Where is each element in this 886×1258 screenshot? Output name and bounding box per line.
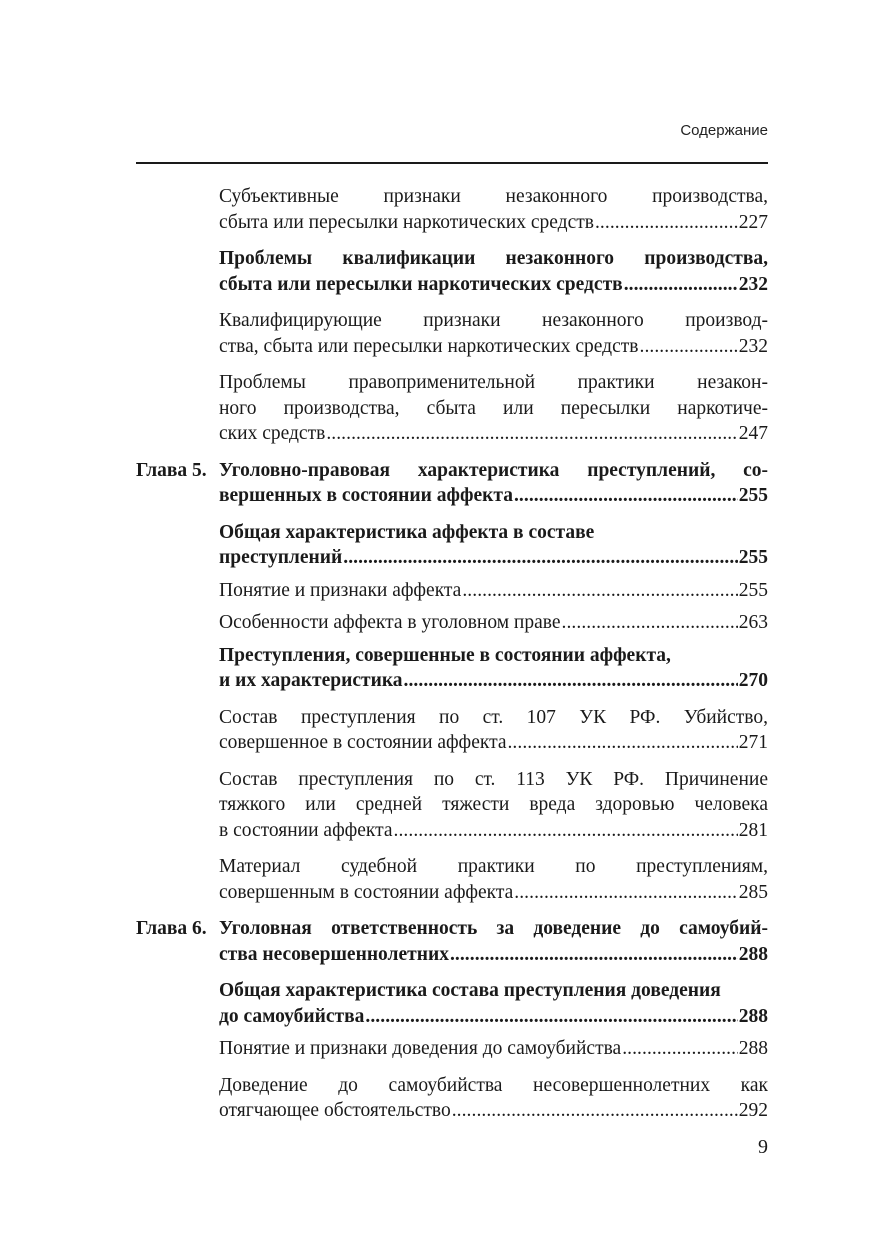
toc-entry[interactable] — [219, 854, 768, 905]
toc-page-number: 232 — [738, 335, 768, 357]
toc-page-number: 263 — [738, 612, 768, 633]
toc-entry-line: Квалифицирующие признаки незаконного производ- — [219, 310, 768, 331]
toc-page-number: 288 — [738, 943, 768, 965]
toc-page-number: 247 — [738, 423, 768, 444]
toc-entry-line: ного производства, сбыта или пересылки наркотиче- — [219, 397, 768, 419]
dot-leader — [624, 272, 738, 298]
toc-entry-line: совершенное в состоянии аффекта — [219, 732, 507, 753]
toc-entry-line: вершенных в состоянии аффекта — [219, 485, 513, 506]
toc-entry[interactable] — [219, 643, 768, 694]
toc-entry-line: до самоубийства — [219, 1005, 365, 1027]
toc-entry-line: Состав преступления по ст. 113 УК РФ. Причинение — [219, 768, 768, 790]
toc-entry[interactable] — [219, 370, 768, 447]
toc-entry[interactable] — [219, 308, 768, 359]
toc-entry-line: Общая характеристика аффекта в составе — [219, 521, 595, 543]
dot-leader — [394, 818, 738, 844]
toc-entry-line: Проблемы правоприменительной практики незакон- — [219, 372, 768, 393]
dot-leader — [450, 942, 738, 968]
toc-entry-line: Понятие и признаки доведения до самоубийства — [219, 1038, 622, 1059]
dot-leader — [514, 483, 738, 509]
toc-entry-line: преступлений — [219, 547, 343, 568]
chapter-label: Глава 5. — [136, 459, 207, 481]
chapter-label: Глава 6. — [136, 918, 207, 939]
toc-page-number: 292 — [738, 1100, 768, 1121]
toc-entry-line: Уголовно-правовая характеристика преступлений, со- — [219, 459, 768, 481]
toc-page-number: 227 — [738, 211, 768, 233]
toc-entry-line: тяжкого или средней тяжести вреда здоровью человека — [219, 794, 768, 815]
header-rule — [136, 162, 768, 164]
dot-leader — [640, 334, 738, 360]
table-of-contents — [136, 184, 768, 1124]
dot-leader — [595, 210, 738, 236]
dot-leader — [343, 545, 738, 571]
toc-page-number: 285 — [738, 881, 768, 903]
toc-entry-line: ства несовершеннолетних — [219, 943, 449, 965]
toc-entry-line: Проблемы квалификации незаконного производства, — [219, 248, 768, 269]
page-number: 9 — [758, 1136, 768, 1158]
dot-leader — [462, 578, 737, 604]
toc-entry-line: совершенным в состоянии аффекта — [219, 881, 514, 903]
toc-chapter-entry[interactable] — [136, 916, 768, 967]
toc-entry-line: Уголовная ответственность за доведение до самоубий- — [219, 918, 768, 939]
toc-page-number: 288 — [738, 1005, 768, 1027]
toc-entry-line: ских средств — [219, 423, 326, 444]
toc-page-number: 232 — [738, 273, 768, 295]
toc-entry-line: Преступления, совершенные в состоянии аффекта, — [219, 644, 671, 666]
toc-entry[interactable] — [219, 184, 768, 235]
toc-page-number: 255 — [738, 547, 768, 568]
toc-entry-line: сбыта или пересылки наркотических средств — [219, 273, 623, 295]
toc-entry-line: в состоянии аффекта — [219, 819, 393, 841]
toc-page-number: 270 — [738, 670, 768, 691]
dot-leader — [562, 610, 738, 636]
toc-page-number: 288 — [738, 1038, 768, 1059]
toc-entry[interactable] — [219, 610, 768, 636]
toc-entry-line: Общая характеристика состава преступления доведения — [219, 980, 721, 1001]
toc-entry-line: Особенности аффекта в уголовном праве — [219, 612, 561, 633]
toc-entry[interactable] — [219, 578, 768, 604]
toc-entry[interactable] — [219, 767, 768, 844]
dot-leader — [622, 1036, 738, 1062]
dot-leader — [326, 421, 737, 447]
toc-entry[interactable] — [219, 520, 768, 571]
toc-entry-line: ства, сбыта или пересылки наркотических средств — [219, 335, 639, 357]
toc-entry-line: Понятие и признаки аффекта — [219, 579, 462, 601]
toc-entry[interactable] — [219, 978, 768, 1029]
dot-leader — [514, 880, 737, 906]
toc-page-number: 255 — [738, 579, 768, 601]
dot-leader — [507, 730, 737, 756]
toc-entry-line: отягчающее обстоятельство — [219, 1100, 451, 1121]
toc-entry-line: и их характеристика — [219, 670, 403, 691]
toc-entry-line: Доведение до самоубийства несовершеннолетних как — [219, 1074, 768, 1096]
dot-leader — [365, 1004, 737, 1030]
dot-leader — [404, 668, 738, 694]
dot-leader — [452, 1098, 738, 1124]
toc-entry-line: Состав преступления по ст. 107 УК РФ. Убийство, — [219, 706, 768, 728]
toc-entry-line: Субъективные признаки незаконного производства, — [219, 186, 768, 207]
toc-page-number: 255 — [738, 485, 768, 506]
toc-entry-line: сбыта или пересылки наркотических средств — [219, 211, 594, 233]
running-header: Содержание — [680, 122, 768, 139]
toc-entry-line: Материал судебной практики по преступлениям, — [219, 856, 768, 877]
toc-entry[interactable] — [219, 1036, 768, 1062]
toc-page-number: 271 — [738, 732, 768, 753]
toc-entry[interactable] — [219, 705, 768, 756]
toc-page-number: 281 — [738, 819, 768, 841]
toc-entry[interactable] — [219, 1073, 768, 1124]
toc-entry[interactable] — [219, 246, 768, 297]
toc-chapter-entry[interactable] — [136, 458, 768, 509]
